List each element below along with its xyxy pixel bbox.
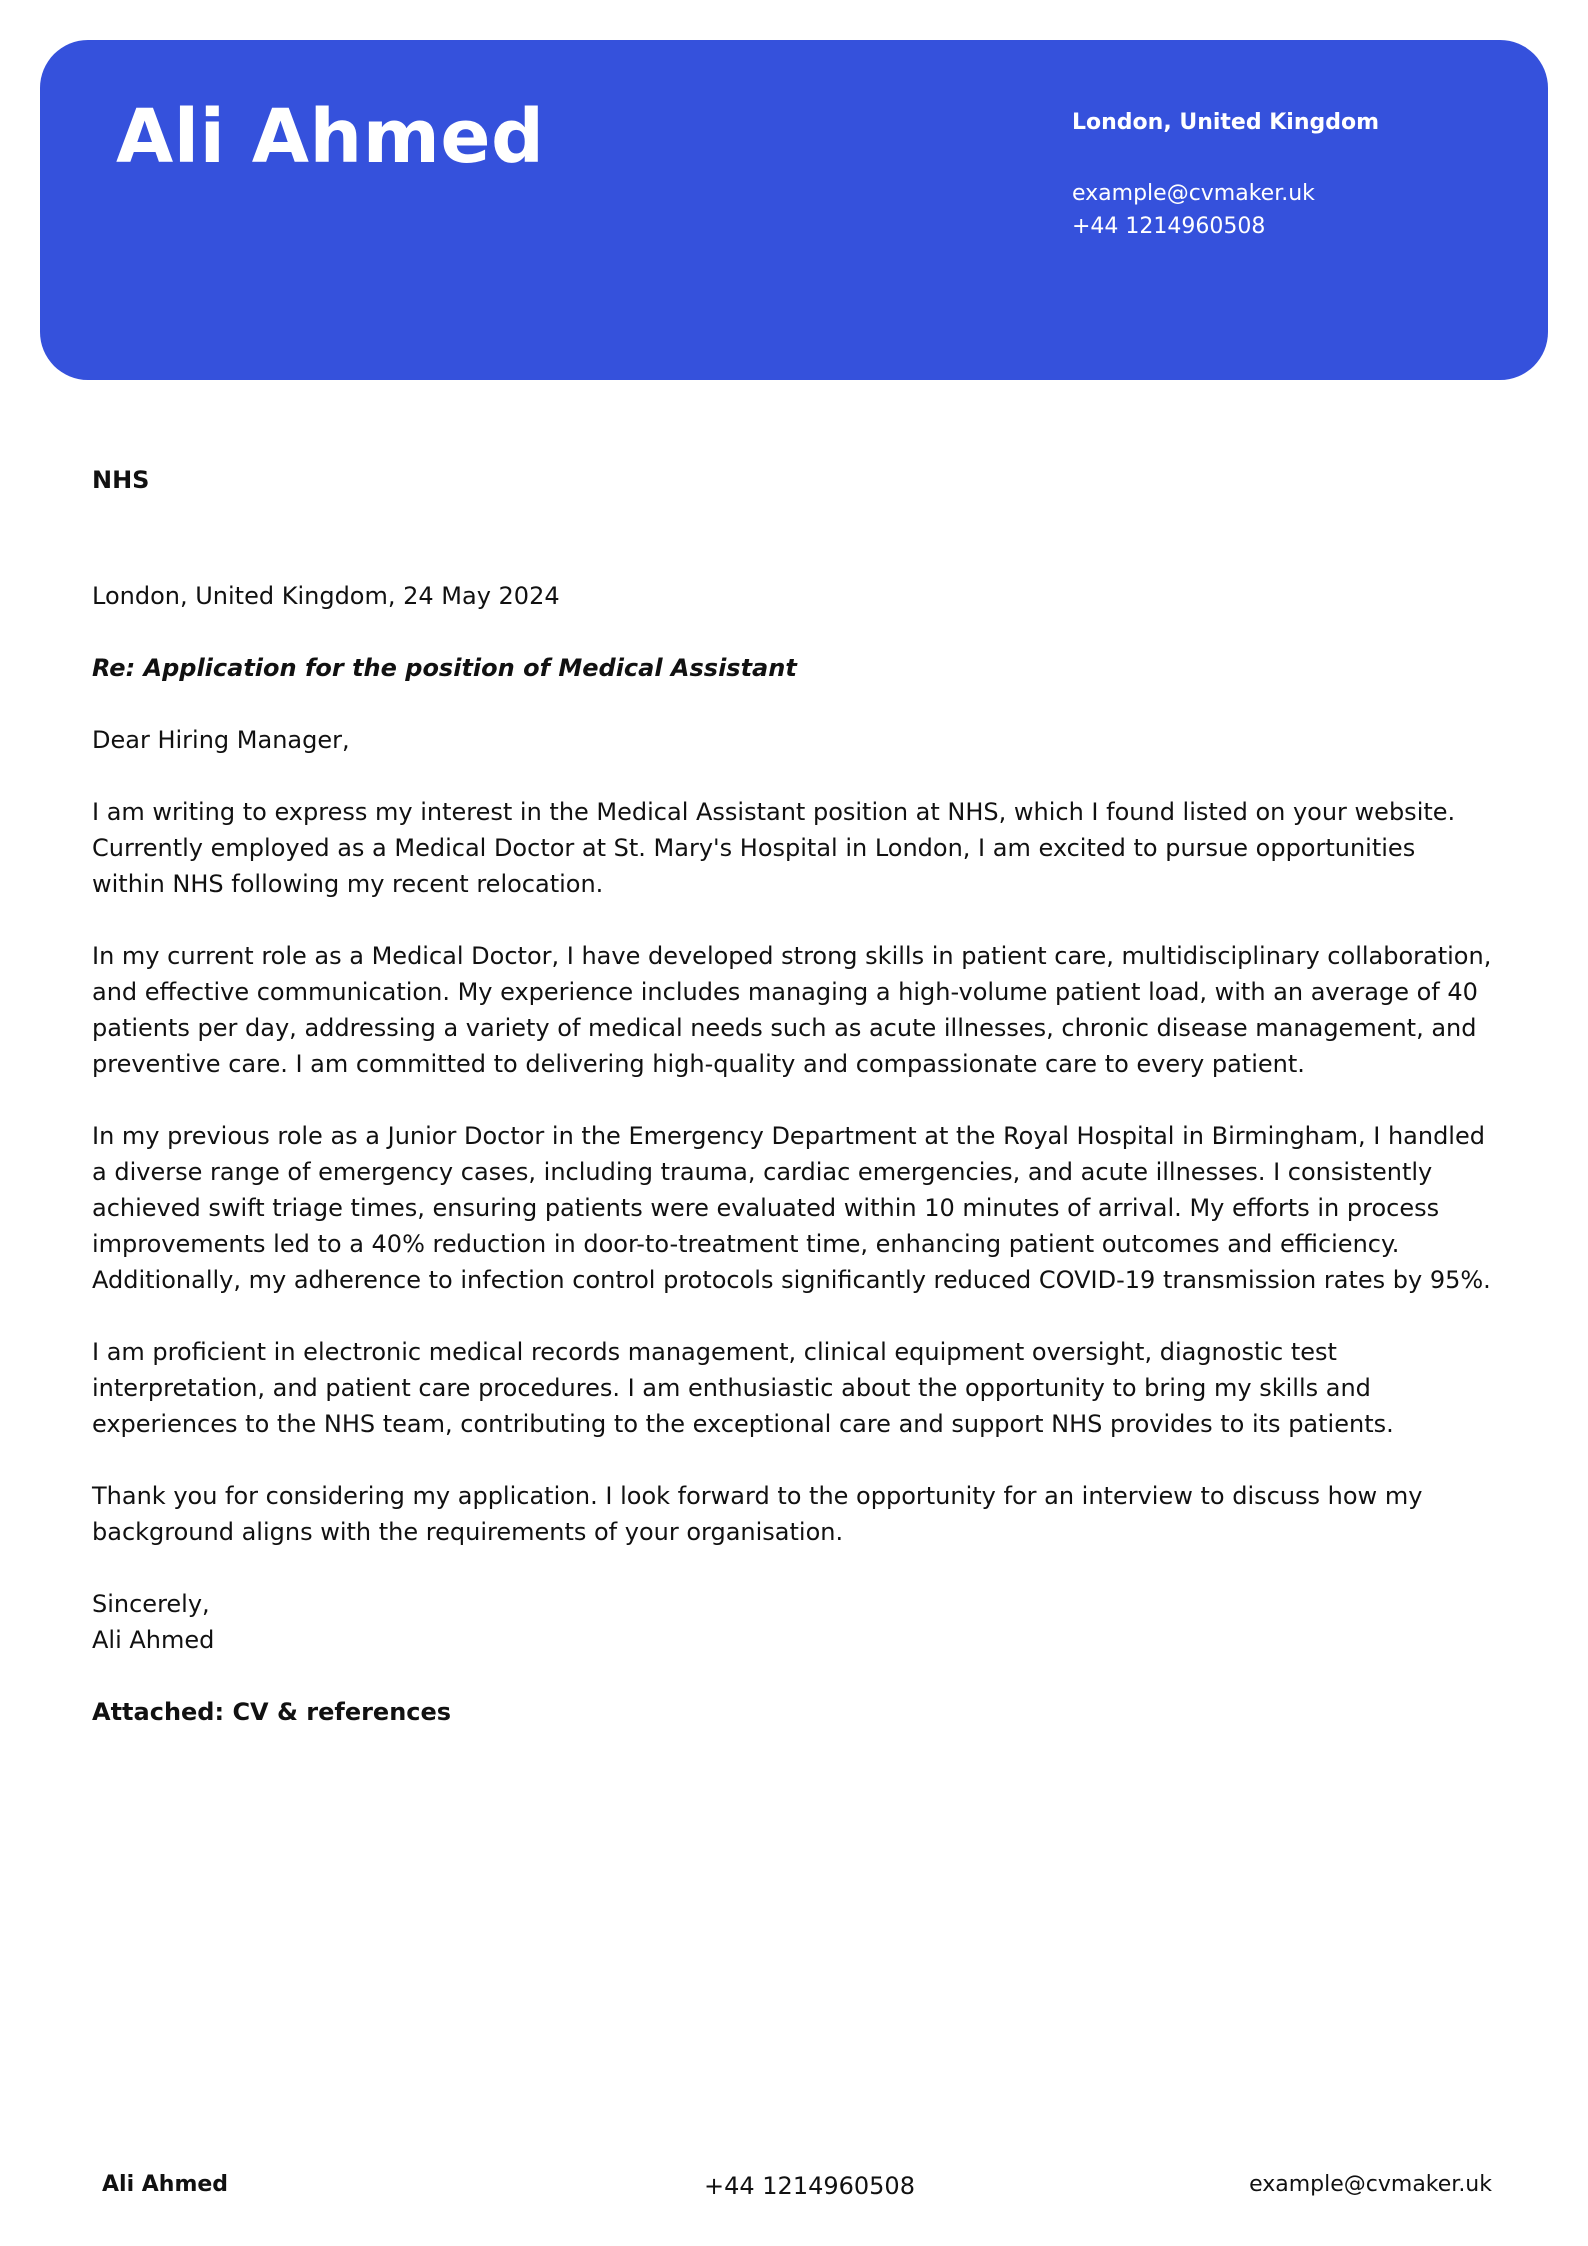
paragraph: In my previous role as a Junior Doctor in the Emergency Department at the Royal Hospital in Birmingham, I handled a diverse range of emergency cases, including trauma, cardiac emergencies, and acute illnesses. I consistently achieved swift triage times, ensuring patients were evaluated within 10 minutes of arrival. My efforts in process improvements led to a 40% reduction in door-to-treatment time, enhancing patient outcomes and efficiency. Additionally, my adherence to infection control protocols significantly reduced COVID-19 transmission rates by 95%. (92, 1122, 1491, 1294)
phone: +44 1214960508 (1072, 214, 1266, 239)
footer-name: Ali Ahmed (102, 2172, 229, 2197)
footer-email: example@cvmaker.uk (1249, 2172, 1492, 2197)
paragraph: In my current role as a Medical Doctor, I have developed strong skills in patient care, multidisciplinary collaboration, and effective communication. My experience includes managing a high-volume patient load, with an average of 40 patients per day, addressing a variety of medical needs such as acute illnesses, chronic disease management, and preventive care. I am committed to delivering high-quality and compassionate care to every patient. (92, 942, 1492, 1078)
contact-block (1072, 106, 1379, 243)
letter-body (92, 462, 1492, 1730)
footer (0, 2172, 1588, 2212)
subject-line: Re: Application for the position of Medical Assistant (92, 654, 797, 682)
signature: Ali Ahmed (92, 1626, 215, 1654)
greeting: Dear Hiring Manager, (92, 726, 350, 754)
paragraph: Thank you for considering my application. I look forward to the opportunity for an interview to discuss how my background aligns with the requirements of your organisation. (92, 1482, 1423, 1546)
paragraph: I am proficient in electronic medical records management, clinical equipment oversight, diagnostic test interpretation, and patient care procedures. I am enthusiastic about the opportunity to bring my skills and experiences to the NHS team, contributing to the exceptional care and support NHS provides to its patients. (92, 1338, 1394, 1438)
applicant-name: Ali Ahmed (116, 94, 545, 180)
location: London, United Kingdom (1072, 110, 1380, 135)
recipient: NHS (92, 466, 150, 494)
attachments-note: Attached: CV & references (92, 1698, 452, 1726)
email: example@cvmaker.uk (1072, 181, 1315, 206)
date-line: London, United Kingdom, 24 May 2024 (92, 582, 560, 610)
closing: Sincerely, (92, 1590, 210, 1618)
footer-phone: +44 1214960508 (704, 2172, 915, 2200)
paragraph: I am writing to express my interest in the Medical Assistant position at NHS, which I found listed on your website. Currently employed as a Medical Doctor at St. Mary's Hospital in London, I am excited to pursue opportunities within NHS following my recent relocation. (92, 798, 1456, 898)
header-banner (40, 40, 1548, 380)
